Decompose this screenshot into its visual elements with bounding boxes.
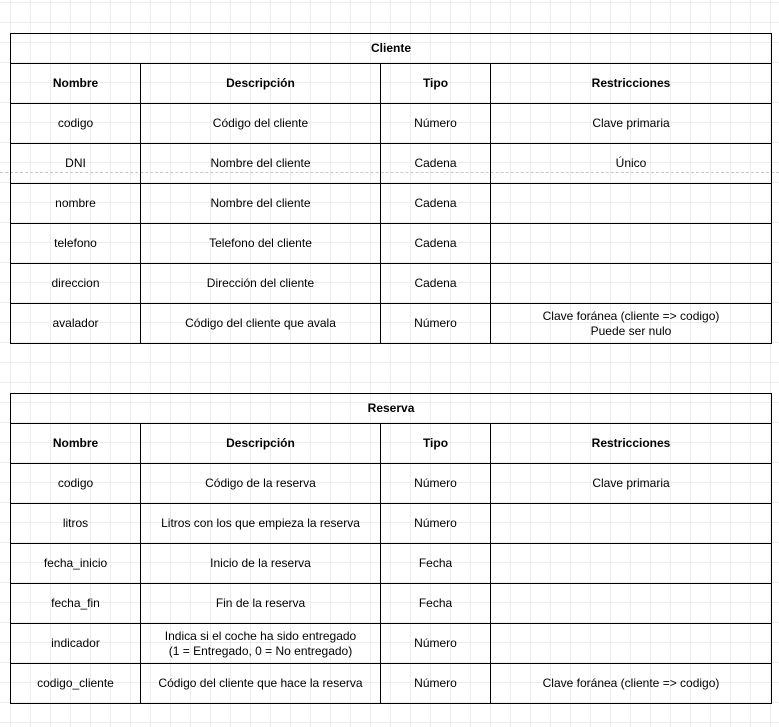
column-header-descripcion: Descripción <box>141 64 381 104</box>
cell-restricciones <box>491 504 772 544</box>
cell-nombre <box>11 544 141 584</box>
cell-tipo <box>381 664 491 704</box>
cell-nombre <box>11 664 141 704</box>
cell-descripcion <box>141 224 381 264</box>
cell-nombre <box>11 504 141 544</box>
cell-text: Litros con los que empieza la reserva <box>161 516 360 530</box>
cell-text: Fecha <box>418 596 453 610</box>
cell-text: codigo <box>57 116 94 130</box>
cell-text: Clave primaria <box>592 476 670 490</box>
cell-tipo <box>381 264 491 304</box>
table-row <box>11 304 772 344</box>
table-row <box>11 624 772 664</box>
table-row <box>11 184 772 224</box>
cell-text: Código del cliente <box>212 116 309 130</box>
table-row <box>11 544 772 584</box>
cell-tipo <box>381 224 491 264</box>
cell-descripcion <box>141 584 381 624</box>
cell-text: Cadena <box>414 276 457 290</box>
cell-nombre <box>11 224 141 264</box>
cell-text: Número <box>414 316 457 330</box>
cell-text: avalador <box>52 316 99 330</box>
cell-text: Indica si el coche ha sido entregado (1 = Entregado, 0 = No entregado) <box>164 628 357 658</box>
cell-tipo <box>381 584 491 624</box>
cell-descripcion <box>141 144 381 184</box>
column-header-nombre: Nombre <box>11 424 141 464</box>
cell-descripcion <box>141 664 381 704</box>
cell-text: nombre <box>55 196 96 210</box>
cell-tipo <box>381 544 491 584</box>
cell-text: Código del cliente que avala <box>185 316 336 330</box>
cell-restricciones <box>491 584 772 624</box>
reserva-table <box>10 393 772 704</box>
cell-descripcion <box>141 464 381 504</box>
column-header-nombre: Nombre <box>11 64 141 104</box>
cell-tipo <box>381 304 491 344</box>
cell-text: Telefono del cliente <box>209 236 312 250</box>
cell-tipo <box>381 624 491 664</box>
cell-restricciones <box>491 104 772 144</box>
cliente-table <box>10 33 772 344</box>
table-title: Cliente <box>11 34 772 64</box>
cell-text: fecha_inicio <box>43 556 108 570</box>
table-row <box>11 584 772 624</box>
cell-text: Número <box>414 116 457 130</box>
table-row <box>11 144 772 184</box>
column-header-tipo: Tipo <box>381 424 491 464</box>
cell-text: Nombre del cliente <box>210 156 311 170</box>
column-header-restricciones: Restricciones <box>491 64 772 104</box>
cell-nombre <box>11 184 141 224</box>
cell-restricciones <box>491 544 772 584</box>
cell-descripcion <box>141 264 381 304</box>
cell-tipo <box>381 144 491 184</box>
cell-text: Código de la reserva <box>205 476 316 490</box>
cell-text: Número <box>414 516 457 530</box>
cell-tipo <box>381 504 491 544</box>
cell-text: Clave foránea (cliente => codigo) <box>542 676 720 690</box>
cell-tipo <box>381 184 491 224</box>
cell-nombre <box>11 584 141 624</box>
cell-descripcion <box>141 184 381 224</box>
cell-descripcion <box>141 504 381 544</box>
table-row <box>11 504 772 544</box>
cell-descripcion <box>141 544 381 584</box>
cell-nombre <box>11 464 141 504</box>
cell-restricciones <box>491 624 772 664</box>
table-row <box>11 264 772 304</box>
cell-text: direccion <box>51 276 100 290</box>
column-header-tipo: Tipo <box>381 64 491 104</box>
cell-nombre <box>11 144 141 184</box>
column-header-descripcion: Descripción <box>141 424 381 464</box>
cell-text: indicador <box>51 636 100 650</box>
cell-text: Cadena <box>414 196 457 210</box>
cell-tipo <box>381 464 491 504</box>
cell-nombre <box>11 304 141 344</box>
cell-nombre <box>11 624 141 664</box>
cell-text: Fin de la reserva <box>215 596 306 610</box>
cell-descripcion <box>141 304 381 344</box>
cell-restricciones <box>491 304 772 344</box>
cell-text: Número <box>414 476 457 490</box>
cell-text: Único <box>615 156 647 170</box>
cell-restricciones <box>491 224 772 264</box>
cell-restricciones <box>491 184 772 224</box>
cell-descripcion <box>141 624 381 664</box>
cell-restricciones <box>491 664 772 704</box>
cell-text: Número <box>414 636 457 650</box>
table-row <box>11 664 772 704</box>
cell-text: codigo <box>57 476 94 490</box>
table-row <box>11 224 772 264</box>
cell-text: Clave primaria <box>592 116 670 130</box>
cell-text: DNI <box>65 156 86 170</box>
table-title: Reserva <box>11 394 772 424</box>
cell-descripcion <box>141 104 381 144</box>
cell-text: codigo_cliente <box>37 676 114 690</box>
cell-text: Cadena <box>414 156 457 170</box>
cell-text: Nombre del cliente <box>210 196 311 210</box>
column-header-restricciones: Restricciones <box>491 424 772 464</box>
table-row <box>11 104 772 144</box>
cell-text: Cadena <box>414 236 457 250</box>
cell-text: Fecha <box>418 556 453 570</box>
cell-restricciones <box>491 464 772 504</box>
cell-text: litros <box>62 516 89 530</box>
cell-text: Código del cliente que hace la reserva <box>158 676 363 690</box>
cell-text: Número <box>414 676 457 690</box>
cell-restricciones <box>491 144 772 184</box>
cell-text: fecha_fin <box>51 596 100 610</box>
cell-text: Clave foránea (cliente => codigo) Puede ser nulo <box>542 308 720 338</box>
cell-nombre <box>11 264 141 304</box>
cell-text: telefono <box>54 236 97 250</box>
cell-nombre <box>11 104 141 144</box>
table-row <box>11 464 772 504</box>
cell-restricciones <box>491 264 772 304</box>
cell-text: Inicio de la reserva <box>210 556 311 570</box>
cell-text: Dirección del cliente <box>206 276 315 290</box>
cell-tipo <box>381 104 491 144</box>
